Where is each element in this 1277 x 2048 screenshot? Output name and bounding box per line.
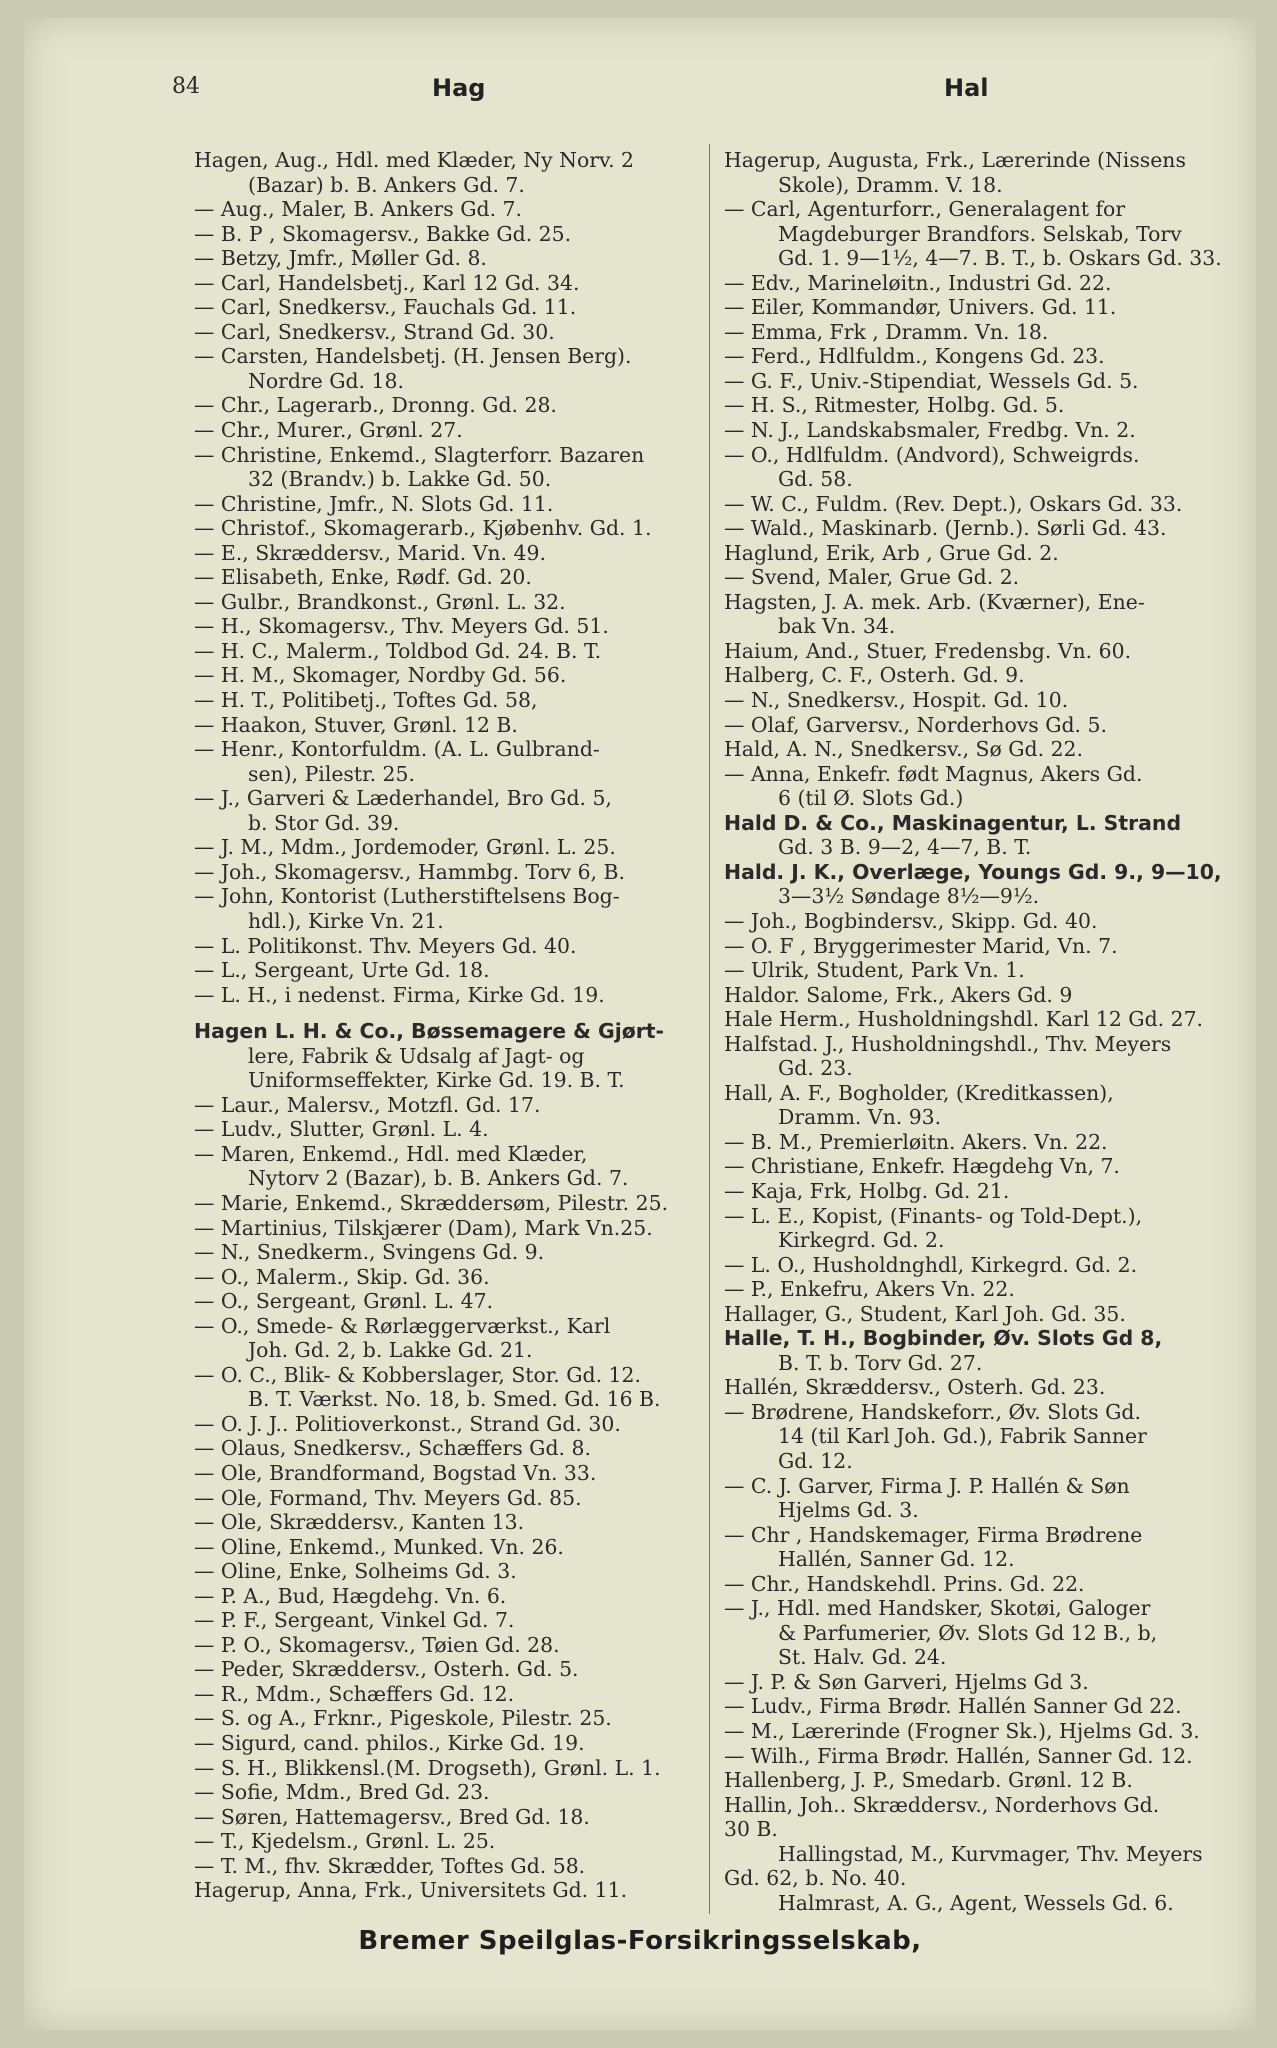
directory-line: — O., Hdlfuldm. (Andvord), Schweigrds. bbox=[724, 442, 1140, 467]
directory-line: — Marie, Enkemd., Skræddersøm, Pilestr. 25. bbox=[194, 1190, 669, 1215]
directory-line: Halle, T. H., Bogbinder, Øv. Slots Gd 8, bbox=[724, 1326, 1163, 1351]
directory-line: — S. H., Blikkensl.(M. Drogseth), Grønl. L. 1. bbox=[194, 1755, 661, 1780]
directory-line: — Ole, Formand, Thv. Meyers Gd. 85. bbox=[194, 1485, 582, 1510]
directory-line: — L. E., Kopist, (Finants- og Told-Dept.), bbox=[724, 1203, 1143, 1228]
directory-line: Gd. 58. bbox=[778, 467, 853, 492]
directory-line: — Svend, Maler, Grue Gd. 2. bbox=[724, 565, 1020, 590]
directory-line: — Ludv., Firma Brødr. Hallén Sanner Gd 22. bbox=[724, 1694, 1182, 1719]
directory-line: Magdeburger Brandfors. Selskab, Torv bbox=[778, 221, 1182, 246]
directory-line: Halfstad. J., Husholdningshdl., Thv. Meyers bbox=[724, 1031, 1172, 1056]
directory-line: — Chr., Murer., Grønl. 27. bbox=[194, 418, 463, 443]
directory-line: — S. og A., Frknr., Pigeskole, Pilestr. 25. bbox=[194, 1706, 612, 1731]
directory-line: (Bazar) b. B. Ankers Gd. 7. bbox=[248, 172, 525, 197]
directory-line: B. T. Værkst. No. 18, b. Smed. Gd. 16 B. bbox=[248, 1387, 661, 1412]
directory-line: 30 B. bbox=[724, 1817, 778, 1842]
directory-line: — R., Mdm., Schæffers Gd. 12. bbox=[194, 1681, 515, 1706]
directory-line: — Carl, Handelsbetj., Karl 12 Gd. 34. bbox=[194, 270, 580, 295]
page-header bbox=[24, 74, 1256, 108]
directory-line: — Ole, Skræddersv., Kanten 13. bbox=[194, 1510, 525, 1535]
directory-line: — Carl, Snedkersv., Fauchals Gd. 11. bbox=[194, 295, 577, 320]
directory-line: — P. F., Sergeant, Vinkel Gd. 7. bbox=[194, 1608, 515, 1633]
directory-line: — Peder, Skræddersv., Osterh. Gd. 5. bbox=[194, 1657, 579, 1682]
directory-line: & Parfumerier, Øv. Slots Gd 12 B., b, bbox=[778, 1620, 1158, 1645]
directory-line: Gd. 62, b. No. 40. bbox=[724, 1866, 907, 1891]
page-number: 84 bbox=[172, 74, 200, 99]
directory-line: — Henr., Kontorfuldm. (A. L. Gulbrand- bbox=[194, 737, 600, 762]
directory-line: — O. C., Blik- & Kobberslager, Stor. Gd. 12. bbox=[194, 1362, 641, 1387]
directory-line: — Søren, Hattemagersv., Bred Gd. 18. bbox=[194, 1804, 590, 1829]
directory-line: — Ludv., Slutter, Grønl. L. 4. bbox=[194, 1117, 489, 1142]
directory-line: — Ulrik, Student, Park Vn. 1. bbox=[724, 958, 1025, 983]
directory-line: — O., Malerm., Skip. Gd. 36. bbox=[194, 1264, 490, 1289]
directory-line: — Aug., Maler, B. Ankers Gd. 7. bbox=[194, 197, 523, 222]
directory-line: — Ole, Brandformand, Bogstad Vn. 33. bbox=[194, 1460, 597, 1485]
directory-line: Gd. 3 B. 9—2, 4—7, B. T. bbox=[778, 835, 1032, 860]
directory-line: — H. C., Malerm., Toldbod Gd. 24. B. T. bbox=[194, 638, 602, 663]
directory-line: — T., Kjedelsm., Grønl. L. 25. bbox=[194, 1829, 496, 1854]
directory-line: Haium, And., Stuer, Fredensbg. Vn. 60. bbox=[724, 638, 1132, 663]
directory-line: Hallenberg, J. P., Smedarb. Grønl. 12 B. bbox=[724, 1768, 1133, 1793]
directory-line: — P. A., Bud, Hægdehg. Vn. 6. bbox=[194, 1583, 507, 1608]
directory-line: Hale Herm., Husholdningshdl. Karl 12 Gd. 27. bbox=[724, 1007, 1204, 1032]
directory-line: — Anna, Enkefr. født Magnus, Akers Gd. bbox=[724, 761, 1143, 786]
directory-line: — Edv., Marineløitn., Industri Gd. 22. bbox=[724, 270, 1112, 295]
directory-line: — Joh., Skomagersv., Hammbg. Torv 6, B. bbox=[194, 859, 625, 884]
right-guide-word: Hal bbox=[944, 74, 989, 102]
directory-line: — N., Snedkersv., Hospit. Gd. 10. bbox=[724, 688, 1069, 713]
directory-line: Gd. 23. bbox=[778, 1056, 853, 1081]
directory-line: — O. J. J.. Politioverkonst., Strand Gd. 30. bbox=[194, 1411, 621, 1436]
directory-line: — O., Smede- & Rørlæggerværkst., Karl bbox=[194, 1313, 611, 1338]
directory-line: Haglund, Erik, Arb , Grue Gd. 2. bbox=[724, 540, 1059, 565]
directory-line: Hagen L. H. & Co., Bøssemagere & Gjørt- bbox=[194, 1019, 665, 1044]
directory-line: — Martinius, Tilskjærer (Dam), Mark Vn.25. bbox=[194, 1215, 653, 1240]
directory-line: — N. J., Landskabsmaler, Fredbg. Vn. 2. bbox=[724, 418, 1136, 443]
directory-line: — Carl, Snedkersv., Strand Gd. 30. bbox=[194, 319, 555, 344]
directory-line: sen), Pilestr. 25. bbox=[248, 761, 415, 786]
directory-line: 6 (til Ø. Slots Gd.) bbox=[778, 786, 964, 811]
directory-line: Halmrast, A. G., Agent, Wessels Gd. 6. bbox=[778, 1890, 1174, 1915]
footer-advertisement: Bremer Speilglas-Forsikringsselskab, bbox=[358, 1926, 922, 1956]
directory-line: Hagsten, J. A. mek. Arb. (Kværner), Ene- bbox=[724, 589, 1145, 614]
directory-line: — C. J. Garver, Firma J. P. Hallén & Søn bbox=[724, 1473, 1130, 1498]
directory-line: — Wald., Maskinarb. (Jernb.). Sørli Gd. 43. bbox=[724, 516, 1167, 541]
directory-line: — M., Lærerinde (Frogner Sk.), Hjelms Gd. 3. bbox=[724, 1719, 1200, 1743]
directory-line: Kirkegrd. Gd. 2. bbox=[778, 1228, 945, 1253]
directory-line: — Christine, Enkemd., Slagterforr. Bazaren bbox=[194, 442, 645, 467]
directory-line: Halberg, C. F., Osterh. Gd. 9. bbox=[724, 663, 1025, 688]
spacer bbox=[194, 1007, 700, 1019]
directory-line: — B. P , Skomagersv., Bakke Gd. 25. bbox=[194, 221, 572, 246]
directory-line: — Laur., Malersv., Motzfl. Gd. 17. bbox=[194, 1092, 541, 1117]
directory-line: Uniformseffekter, Kirke Gd. 19. B. T. bbox=[248, 1068, 625, 1093]
directory-line: — Christiane, Enkefr. Hægdehg Vn, 7. bbox=[724, 1154, 1120, 1179]
directory-line: — Joh., Bogbindersv., Skipp. Gd. 40. bbox=[724, 908, 1098, 933]
directory-line: — Gulbr., Brandkonst., Grønl. L. 32. bbox=[194, 589, 566, 614]
directory-line: Gd. 1. 9—1½, 4—7. B. T., b. Oskars Gd. 33. bbox=[778, 246, 1222, 271]
directory-line: — L. Politikonst. Thv. Meyers Gd. 40. bbox=[194, 933, 577, 958]
directory-line: — W. C., Fuldm. (Rev. Dept.), Oskars Gd. 33. bbox=[724, 491, 1183, 516]
directory-line: — P. O., Skomagersv., Tøien Gd. 28. bbox=[194, 1632, 560, 1657]
directory-line: — Carsten, Handelsbetj. (H. Jensen Berg). bbox=[194, 344, 632, 369]
directory-line: — E., Skræddersv., Marid. Vn. 49. bbox=[194, 540, 546, 565]
directory-line: — J. P. & Søn Garveri, Hjelms Gd 3. bbox=[724, 1669, 1089, 1694]
directory-line: — Oline, Enkemd., Munked. Vn. 26. bbox=[194, 1534, 564, 1559]
directory-line: — Christof., Skomagerarb., Kjøbenhv. Gd. 1. bbox=[194, 516, 652, 541]
directory-line: — Chr., Lagerarb., Dronng. Gd. 28. bbox=[194, 393, 557, 418]
directory-line: — O., Sergeant, Grønl. L. 47. bbox=[194, 1289, 494, 1314]
directory-line: bak Vn. 34. bbox=[778, 614, 896, 639]
directory-line: — Brødrene, Handskeforr., Øv. Slots Gd. bbox=[724, 1399, 1141, 1424]
directory-line: Hallén, Skræddersv., Osterh. Gd. 23. bbox=[724, 1375, 1106, 1400]
directory-line: — O. F , Bryggerimester Marid, Vn. 7. bbox=[724, 933, 1118, 958]
directory-line: Hagerup, Anna, Frk., Universitets Gd. 11. bbox=[194, 1878, 628, 1903]
directory-line: — L. O., Husholdnghdl, Kirkegrd. Gd. 2. bbox=[724, 1252, 1138, 1277]
directory-line: Hallén, Sanner Gd. 12. bbox=[778, 1547, 1015, 1572]
directory-line: — Carl, Agenturforr., Generalagent for bbox=[724, 197, 1126, 222]
directory-line: — Chr , Handskemager, Firma Brødrene bbox=[724, 1522, 1143, 1547]
directory-line: — Maren, Enkemd., Hdl. med Klæder, bbox=[194, 1141, 588, 1166]
directory-line: — H. M., Skomager, Nordby Gd. 56. bbox=[194, 663, 567, 688]
directory-line: — Sofie, Mdm., Bred Gd. 23. bbox=[194, 1780, 490, 1805]
directory-line: — J. M., Mdm., Jordemoder, Grønl. L. 25. bbox=[194, 835, 616, 860]
directory-line: Hald. J. K., Overlæge, Youngs Gd. 9., 9—10, bbox=[724, 859, 1222, 884]
directory-line: — N., Snedkerm., Svingens Gd. 9. bbox=[194, 1240, 545, 1265]
directory-line: Gd. 12. bbox=[778, 1448, 853, 1473]
directory-line: Hjelms Gd. 3. bbox=[778, 1498, 919, 1523]
directory-line: — Eiler, Kommandør, Univers. Gd. 11. bbox=[724, 295, 1117, 320]
directory-line: — Olaf, Garversv., Norderhovs Gd. 5. bbox=[724, 712, 1107, 737]
directory-line: — H. S., Ritmester, Holbg. Gd. 5. bbox=[724, 393, 1065, 418]
directory-line: — Christine, Jmfr., N. Slots Gd. 11. bbox=[194, 491, 554, 516]
directory-line: — Oline, Enke, Solheims Gd. 3. bbox=[194, 1559, 517, 1584]
directory-line: Haldor. Salome, Frk., Akers Gd. 9 bbox=[724, 982, 1073, 1007]
directory-line: — Ferd., Hdlfuldm., Kongens Gd. 23. bbox=[724, 344, 1105, 369]
directory-line: Joh. Gd. 2, b. Lakke Gd. 21. bbox=[248, 1338, 533, 1363]
directory-line: lere, Fabrik & Udsalg af Jagt- og bbox=[248, 1043, 585, 1068]
right-column bbox=[724, 148, 1222, 1915]
directory-line: — J., Hdl. med Handsker, Skotøi, Galoger bbox=[724, 1596, 1151, 1621]
directory-line: Hagen, Aug., Hdl. med Klæder, Ny Norv. 2 bbox=[194, 148, 635, 172]
directory-line: — L., Sergeant, Urte Gd. 18. bbox=[194, 958, 490, 983]
directory-page bbox=[24, 18, 1256, 2030]
directory-line: — B. M., Premierløitn. Akers. Vn. 22. bbox=[724, 1129, 1108, 1154]
left-guide-word: Hag bbox=[432, 74, 486, 102]
directory-line: 3—3½ Søndage 8½—9½. bbox=[778, 884, 1040, 909]
directory-line: — H., Skomagersv., Thv. Meyers Gd. 51. bbox=[194, 614, 609, 639]
directory-line: — Betzy, Jmfr., Møller Gd. 8. bbox=[194, 246, 487, 271]
directory-line: — Haakon, Stuver, Grønl. 12 B. bbox=[194, 712, 518, 737]
directory-line: St. Halv. Gd. 24. bbox=[778, 1645, 947, 1670]
directory-line: — H. T., Politibetj., Toftes Gd. 58, bbox=[194, 688, 538, 713]
directory-line: — Sigurd, cand. philos., Kirke Gd. 19. bbox=[194, 1731, 585, 1755]
directory-line: — L. H., i nedenst. Firma, Kirke Gd. 19. bbox=[194, 982, 605, 1007]
directory-line: Dramm. Vn. 93. bbox=[778, 1105, 942, 1130]
column-divider bbox=[709, 144, 710, 1914]
directory-line: Hald D. & Co., Maskinagentur, L. Strand bbox=[724, 810, 1182, 835]
directory-line: — Wilh., Firma Brødr. Hallén, Sanner Gd. 12. bbox=[724, 1743, 1193, 1768]
directory-line: Hall, A. F., Bogholder, (Kreditkassen), bbox=[724, 1080, 1114, 1105]
directory-line: Hallingstad, M., Kurvmager, Thv. Meyers bbox=[778, 1841, 1203, 1866]
directory-line: Nordre Gd. 18. bbox=[248, 368, 404, 393]
directory-line: — John, Kontorist (Lutherstiftelsens Bog- bbox=[194, 884, 620, 909]
directory-line: — Elisabeth, Enke, Rødf. Gd. 20. bbox=[194, 565, 532, 590]
directory-line: b. Stor Gd. 39. bbox=[248, 810, 400, 835]
directory-line: — T. M., fhv. Skrædder, Toftes Gd. 58. bbox=[194, 1853, 586, 1878]
directory-line: B. T. b. Torv Gd. 27. bbox=[778, 1350, 983, 1375]
directory-line: Hagerup, Augusta, Frk., Lærerinde (Nissens bbox=[724, 148, 1186, 172]
directory-line: — Emma, Frk , Dramm. Vn. 18. bbox=[724, 319, 1049, 344]
directory-line: Hallager, G., Student, Karl Joh. Gd. 35. bbox=[724, 1301, 1126, 1326]
directory-line: — J., Garveri & Læderhandel, Bro Gd. 5, bbox=[194, 786, 612, 811]
directory-line: — Chr., Handskehdl. Prins. Gd. 22. bbox=[724, 1571, 1085, 1596]
directory-line: Hald, A. N., Snedkersv., Sø Gd. 22. bbox=[724, 737, 1084, 762]
directory-line: 14 (til Karl Joh. Gd.), Fabrik Sanner bbox=[778, 1424, 1147, 1449]
directory-line: — Olaus, Snedkersv., Schæffers Gd. 8. bbox=[194, 1436, 591, 1461]
directory-line: — G. F., Univ.-Stipendiat, Wessels Gd. 5. bbox=[724, 368, 1139, 393]
directory-line: Hallin, Joh.. Skræddersv., Norderhovs Gd. bbox=[724, 1792, 1160, 1817]
directory-line: Nytorv 2 (Bazar), b. B. Ankers Gd. 7. bbox=[248, 1166, 629, 1191]
directory-line: 32 (Brandv.) b. Lakke Gd. 50. bbox=[248, 467, 552, 492]
directory-line: Skole), Dramm. V. 18. bbox=[778, 172, 1003, 197]
left-column bbox=[194, 148, 700, 1903]
directory-line: — P., Enkefru, Akers Vn. 22. bbox=[724, 1277, 1015, 1302]
directory-line: — Kaja, Frk, Holbg. Gd. 21. bbox=[724, 1178, 1010, 1203]
directory-line: hdl.), Kirke Vn. 21. bbox=[248, 908, 444, 933]
